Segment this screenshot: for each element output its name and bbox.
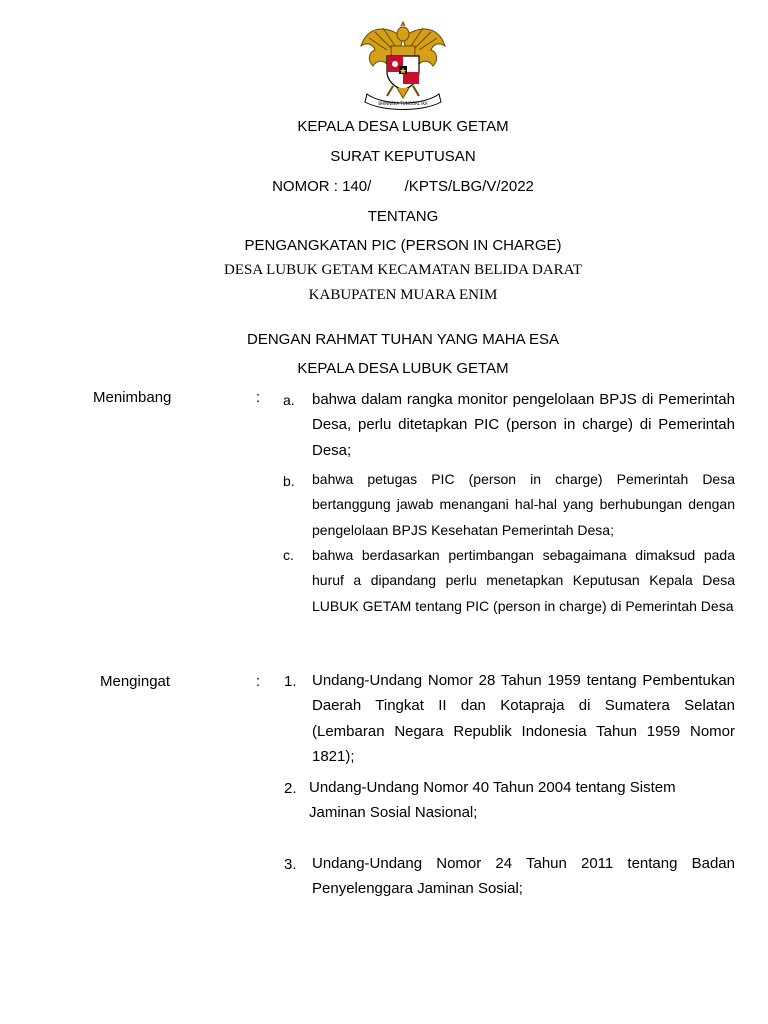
mengingat-colon: : bbox=[256, 673, 261, 690]
mengingat-item-2: Undang-Undang Nomor 40 Tahun 2004 tentang Sistem Jaminan Sosial Nasional; bbox=[309, 779, 676, 822]
menimbang-item-c: bahwa berdasarkan pertimbangan sebagaimana dimaksud pada huruf a dipandang perlu menetapkan Keputusan Kepala Desa LUBUK GETAM tentang PIC (person in charge) di Pemerintah Desa bbox=[312, 547, 735, 614]
menimbang-colon: : bbox=[256, 389, 261, 406]
invocation: DENGAN RAHMAT TUHAN YANG MAHA ESA bbox=[246, 331, 559, 348]
decree-location: DESA LUBUK GETAM KECAMATAN BELIDA DARAT bbox=[223, 262, 582, 278]
menimbang-item-b: bahwa petugas PIC (person in charge) Pemerintah Desa bertanggung jawab menangani hal-hal yang berhubungan dengan pengelolaan BPJS Kesehatan Pemerintah Desa; bbox=[312, 471, 735, 538]
svg-text:BHINNEKA TUNGGAL IKA: BHINNEKA TUNGGAL IKA bbox=[378, 101, 428, 106]
mengingat-item-3: Undang-Undang Nomor 24 Tahun 2011 tentang Badan Penyelenggara Jaminan Sosial; bbox=[312, 855, 735, 898]
menimbang-marker-c: c. bbox=[283, 547, 294, 563]
menimbang-item-a: bahwa dalam rangka monitor pengelolaan BPJS di Pemerintah Desa, perlu ditetapkan PIC (person in charge) di Pemerintah Desa; bbox=[312, 391, 735, 459]
mengingat-item-1: Undang-Undang Nomor 28 Tahun 1959 tentang Pembentukan Daerah Tingkat II dan Kotapraja di Sumatera Selatan (Lembaran Negara Republik Indonesia Tahun 1959 Nomor 1821); bbox=[312, 672, 735, 765]
decree-regency: KABUPATEN MUARA ENIM bbox=[308, 287, 498, 303]
issuer: KEPALA DESA LUBUK GETAM bbox=[297, 360, 509, 377]
about-heading: TENTANG bbox=[367, 208, 439, 225]
menimbang-marker-a: a. bbox=[283, 392, 295, 408]
menimbang-label: Menimbang bbox=[93, 389, 172, 406]
mengingat-label: Mengingat bbox=[100, 673, 171, 690]
document-number: NOMOR : 140/ /KPTS/LBG/V/2022 bbox=[272, 178, 534, 195]
menimbang-marker-b: b. bbox=[283, 473, 295, 489]
mengingat-marker-1: 1. bbox=[284, 673, 297, 690]
authority-title: KEPALA DESA LUBUK GETAM bbox=[297, 118, 509, 135]
decree-subject: PENGANGKATAN PIC (PERSON IN CHARGE) bbox=[244, 237, 562, 254]
document-type: SURAT KEPUTUSAN bbox=[330, 148, 476, 165]
mengingat-marker-2: 2. bbox=[284, 780, 297, 797]
mengingat-marker-3: 3. bbox=[284, 856, 297, 873]
garuda-emblem-icon bbox=[357, 20, 449, 110]
